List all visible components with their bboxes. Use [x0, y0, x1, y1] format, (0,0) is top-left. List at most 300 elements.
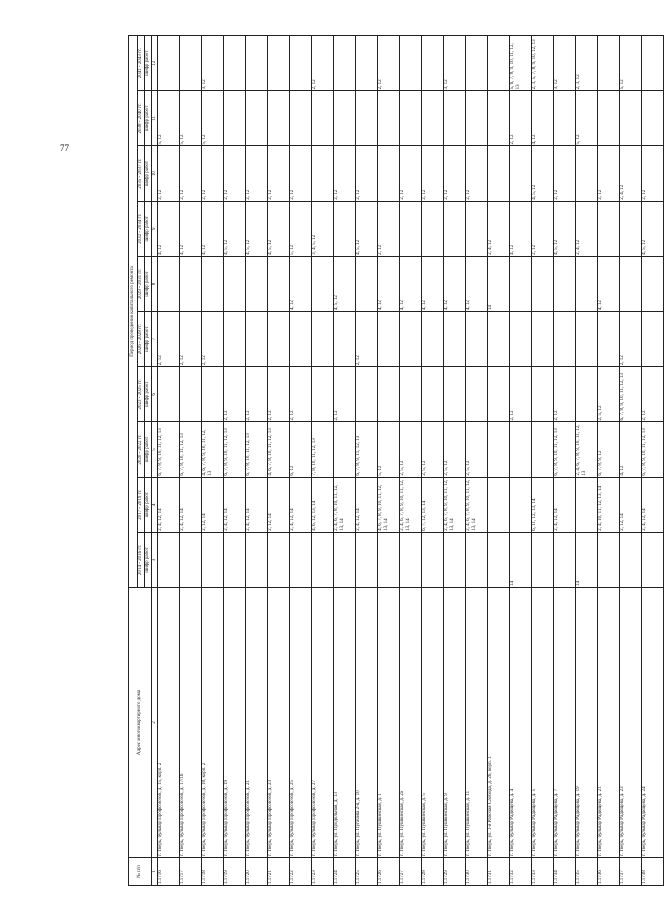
work-codes-cell: 4, 5, 12	[532, 146, 554, 201]
row-address: г. Тверь, бульвар Радищева, д. 7	[554, 588, 576, 858]
work-codes-cell	[224, 36, 246, 91]
work-codes-cell: 6, 7, 8, 9, 10, 11, 12, 13	[642, 422, 664, 477]
row-number: 1.1722	[290, 858, 312, 886]
work-codes-cell	[444, 201, 466, 256]
work-codes-cell: 2, 3, 5, 7, 8, 9, 10, 12, 13	[532, 36, 554, 91]
work-codes-cell: 2, 4, 12, 14	[246, 477, 268, 532]
row-address: г. Тверь, бульвар Радищева, д. 23	[620, 588, 642, 858]
row-number: 1.1735	[576, 858, 598, 886]
table-row	[598, 36, 620, 886]
work-codes-cell	[378, 367, 400, 422]
work-codes-cell: 6, 7, 8, 9, 10, 11, 12, 13	[224, 422, 246, 477]
work-codes-cell	[620, 532, 642, 587]
work-codes-cell	[576, 477, 598, 532]
work-codes-cell	[378, 146, 400, 201]
work-codes-cell	[488, 477, 510, 532]
header-period-years: 2020 - 2022 гг.	[138, 422, 145, 477]
row-number: 1.1731	[488, 858, 510, 886]
work-codes-cell: 6, 7, 12, 13, 14	[422, 477, 444, 532]
work-codes-cell	[642, 36, 664, 91]
work-codes-cell: 4, 12	[510, 201, 532, 256]
work-codes-cell: 4, 5, 12	[334, 256, 356, 311]
header-period-sub: шифр работ	[145, 91, 152, 146]
row-number: 1.1732	[510, 858, 532, 886]
work-codes-cell	[268, 91, 290, 146]
work-codes-cell	[378, 312, 400, 367]
column-number: 2	[152, 588, 158, 858]
work-codes-cell: 2, 4, 12, 14	[224, 477, 246, 532]
work-codes-cell	[642, 256, 664, 311]
row-number: 1.1718	[202, 858, 224, 886]
column-number: 10	[152, 146, 158, 201]
work-codes-cell	[158, 256, 180, 311]
work-codes-cell: 2, 4, 12, 14	[180, 477, 202, 532]
work-codes-cell: 2, 4, 6, 7, 8, 9, 10, 11, 12, 13, 14	[444, 477, 466, 532]
table-body	[158, 36, 664, 886]
work-codes-cell: 4, 6, 12, 13, 14	[312, 477, 334, 532]
work-codes-cell	[576, 256, 598, 311]
work-codes-cell	[444, 532, 466, 587]
work-codes-cell	[180, 36, 202, 91]
work-codes-cell: 4, 5, 12	[268, 201, 290, 256]
work-codes-cell: 4, 12	[202, 201, 224, 256]
work-codes-cell	[466, 91, 488, 146]
work-codes-cell	[598, 201, 620, 256]
work-codes-cell: 4, 12	[180, 201, 202, 256]
work-codes-cell	[510, 146, 532, 201]
table-row	[576, 36, 598, 886]
work-codes-cell: 6, 7, 8, 10, 11, 12, 13	[180, 422, 202, 477]
column-number: 11	[152, 91, 158, 146]
table-row	[158, 36, 180, 886]
work-codes-cell: 4, 5, 12	[642, 201, 664, 256]
work-codes-cell: 14	[488, 256, 510, 311]
work-codes-cell	[576, 367, 598, 422]
work-codes-cell: 2, 4, 12	[576, 201, 598, 256]
work-codes-cell: 2, 12	[598, 146, 620, 201]
header-address: Адрес многоквартирного дома	[129, 588, 152, 858]
work-codes-cell	[444, 312, 466, 367]
work-codes-cell	[334, 201, 356, 256]
table-row	[532, 36, 554, 886]
row-number: 1.1719	[224, 858, 246, 886]
work-codes-cell: 5, 12	[576, 91, 598, 146]
table-row	[620, 36, 642, 886]
row-address: г. Тверь, ул. Пугачева 2-я, д. 10	[356, 588, 378, 858]
work-codes-cell	[488, 532, 510, 587]
row-number: 1.1728	[422, 858, 444, 886]
work-codes-cell	[400, 36, 422, 91]
row-number: 1.1738	[642, 858, 664, 886]
work-codes-cell: 2, 12	[290, 146, 312, 201]
work-codes-cell: 14	[510, 532, 532, 587]
work-codes-cell: 2, 5, 12	[400, 422, 422, 477]
work-codes-cell	[224, 91, 246, 146]
row-address: г. Тверь, бульвар Радищева, д. 5	[532, 588, 554, 858]
work-codes-cell: 4, 6, 7, 8, 9, 10, 11, 12, 13, 14	[378, 477, 400, 532]
work-codes-cell	[246, 91, 268, 146]
row-address: г. Тверь, бульвар Профсоюзов, д. 17/16	[180, 588, 202, 858]
work-codes-cell	[290, 91, 312, 146]
work-codes-cell	[620, 256, 642, 311]
work-codes-cell	[180, 367, 202, 422]
work-codes-cell: 5, 12	[290, 201, 312, 256]
row-number: 1.1734	[554, 858, 576, 886]
work-codes-cell	[532, 367, 554, 422]
row-number: 1.1730	[466, 858, 488, 886]
work-codes-cell: 2, 4, 10, 11, 12, 13, 14	[598, 477, 620, 532]
row-address: г. Тверь, ул. Пушкинская, д. 9	[444, 588, 466, 858]
row-number: 1.1721	[268, 858, 290, 886]
work-codes-cell: 2, 12	[444, 146, 466, 201]
work-codes-cell: 3, 12	[202, 36, 224, 91]
table-row	[642, 36, 664, 886]
work-codes-cell: 4, 5, 12	[554, 201, 576, 256]
work-codes-cell: 5, 6, 7, 8, 9, 10, 11, 12, 13	[510, 36, 532, 91]
work-codes-cell: 2, 12	[290, 367, 312, 422]
table-row	[180, 36, 202, 886]
table-row	[290, 36, 312, 886]
work-codes-cell: 5, 12	[378, 422, 400, 477]
row-number: 1.1737	[620, 858, 642, 886]
work-codes-cell	[598, 312, 620, 367]
work-codes-cell: 2, 12	[312, 36, 334, 91]
work-codes-cell: 2, 12	[334, 146, 356, 201]
work-codes-cell	[290, 312, 312, 367]
work-codes-cell	[642, 532, 664, 587]
work-codes-cell: 6, 7, 8, 9, 12	[598, 422, 620, 477]
work-codes-cell	[246, 532, 268, 587]
work-codes-cell: 2, 12, 14	[620, 477, 642, 532]
work-codes-cell	[554, 532, 576, 587]
work-codes-cell	[312, 146, 334, 201]
row-address: г. Тверь, ул. Пушкинская, д. 1	[378, 588, 400, 858]
work-codes-cell	[268, 312, 290, 367]
work-codes-cell	[598, 532, 620, 587]
row-address: г. Тверь, бульвар Радищева, д. 24	[642, 588, 664, 858]
work-codes-cell	[290, 36, 312, 91]
work-codes-cell: 3, 4, 5, 12	[312, 201, 334, 256]
work-codes-cell	[532, 312, 554, 367]
row-number: 1.1725	[356, 858, 378, 886]
work-codes-cell: 2, 4, 6, 7, 8, 10, 11, 12, 13, 14	[334, 477, 356, 532]
table-row	[224, 36, 246, 886]
header-period-sub: шифр работ	[145, 36, 152, 91]
header-period-sub: шифр работ	[145, 256, 152, 311]
work-codes-cell	[202, 367, 224, 422]
work-codes-cell	[466, 532, 488, 587]
header-period-group: Период проведения капитального ремонта	[129, 36, 138, 588]
table-row	[378, 36, 400, 886]
work-codes-cell: 3, 12	[444, 36, 466, 91]
row-address: г. Тверь, бульвар Профсоюзов, д. 25	[290, 588, 312, 858]
work-codes-cell: 2, 4, 12, 14	[290, 477, 312, 532]
work-codes-cell: 2, 12	[554, 367, 576, 422]
work-codes-cell: 4, 12	[466, 256, 488, 311]
row-number: 1.1724	[334, 858, 356, 886]
work-codes-cell: 2, 12	[642, 367, 664, 422]
table-row	[268, 36, 290, 886]
table-row	[422, 36, 444, 886]
work-codes-cell: 2, 5, 12	[444, 422, 466, 477]
work-codes-cell: 4, 12	[620, 422, 642, 477]
work-codes-cell: 7, 8, 10, 11, 12, 13	[312, 422, 334, 477]
work-codes-cell	[598, 91, 620, 146]
work-codes-cell	[246, 256, 268, 311]
work-codes-cell	[224, 532, 246, 587]
work-codes-cell: 2, 12	[180, 312, 202, 367]
work-codes-cell	[334, 312, 356, 367]
work-codes-cell	[400, 367, 422, 422]
work-codes-cell	[158, 532, 180, 587]
work-codes-cell	[202, 532, 224, 587]
work-codes-cell: 5, 12	[620, 36, 642, 91]
row-number: 1.1736	[598, 858, 620, 886]
work-codes-cell: 2, 4, 12	[488, 201, 510, 256]
work-codes-cell: 14	[576, 532, 598, 587]
work-codes-cell	[576, 312, 598, 367]
work-codes-cell	[180, 256, 202, 311]
work-codes-cell: 2, 12	[532, 201, 554, 256]
work-codes-cell: 2, 12	[224, 146, 246, 201]
work-codes-cell: 2, 4, 12, 14	[158, 477, 180, 532]
work-codes-cell: 5, 12	[158, 91, 180, 146]
work-codes-cell: 6, 7, 8, 9, 11, 12, 13	[356, 422, 378, 477]
work-codes-cell	[312, 312, 334, 367]
work-codes-cell	[422, 312, 444, 367]
row-address: г. Тверь, ул. Продольная, д. 13	[334, 588, 356, 858]
row-address: г. Тверь, бульвар Профсоюзов, д. 27	[312, 588, 334, 858]
table-header	[129, 36, 158, 886]
rotated-page-content	[128, 36, 648, 886]
work-codes-cell: 2, 4, 12, 14	[356, 477, 378, 532]
column-number: 7	[152, 312, 158, 367]
work-codes-cell	[334, 422, 356, 477]
work-codes-cell: 4, 5, 12	[356, 201, 378, 256]
capital-repair-schedule-table	[128, 35, 664, 886]
column-number: 1	[152, 858, 158, 886]
work-codes-cell	[312, 91, 334, 146]
work-codes-cell: 4, 12	[158, 201, 180, 256]
work-codes-cell	[334, 532, 356, 587]
row-number: 1.1733	[532, 858, 554, 886]
work-codes-cell	[180, 532, 202, 587]
table-row	[246, 36, 268, 886]
work-codes-cell	[246, 312, 268, 367]
work-codes-cell	[290, 532, 312, 587]
work-codes-cell	[554, 312, 576, 367]
work-codes-cell: 4, 12	[532, 91, 554, 146]
work-codes-cell	[356, 91, 378, 146]
work-codes-cell: 6, 11, 12, 13, 14	[532, 477, 554, 532]
work-codes-cell: 2, 12	[268, 146, 290, 201]
work-codes-cell	[158, 367, 180, 422]
work-codes-cell	[224, 256, 246, 311]
header-period-sub: шифр работ	[145, 532, 152, 587]
work-codes-cell: 2, 12	[422, 146, 444, 201]
work-codes-cell: 6, 12	[290, 422, 312, 477]
work-codes-cell	[532, 256, 554, 311]
row-address: г. Тверь, бульвар Профсоюзов, д. 15, корп. 2	[158, 588, 180, 858]
work-codes-cell	[268, 256, 290, 311]
header-period-years: 2017 - 2019 гг.	[138, 477, 145, 532]
work-codes-cell	[400, 532, 422, 587]
work-codes-cell: 2, 4, 12, 14	[642, 477, 664, 532]
work-codes-cell	[466, 312, 488, 367]
work-codes-cell: 2, 4, 6, 7, 8, 9, 10, 11, 12, 13, 14	[466, 477, 488, 532]
work-codes-cell: 2, 12	[202, 312, 224, 367]
work-codes-cell: 2, 5, 12	[598, 367, 620, 422]
work-codes-cell	[488, 36, 510, 91]
work-codes-cell: 2, 12	[246, 367, 268, 422]
work-codes-cell: 2, 12	[466, 146, 488, 201]
column-number: 4	[152, 477, 158, 532]
table-row	[334, 36, 356, 886]
work-codes-cell	[532, 422, 554, 477]
work-codes-cell	[466, 36, 488, 91]
work-codes-cell	[312, 256, 334, 311]
header-period-sub: шифр работ	[145, 367, 152, 422]
column-number: 3	[152, 532, 158, 587]
work-codes-cell	[400, 201, 422, 256]
work-codes-cell	[620, 91, 642, 146]
work-codes-cell: 2, 12	[224, 367, 246, 422]
work-codes-cell: 2, 12	[400, 146, 422, 201]
work-codes-cell	[466, 367, 488, 422]
row-number: 1.1720	[246, 858, 268, 886]
row-number: 1.1727	[400, 858, 422, 886]
work-codes-cell: 5, 12	[180, 91, 202, 146]
row-address: г. Тверь, ул. Пушкинская, д. 2а	[400, 588, 422, 858]
row-number: 1.1726	[378, 858, 400, 886]
work-codes-cell	[466, 201, 488, 256]
column-number: 12	[152, 36, 158, 91]
work-codes-cell	[620, 201, 642, 256]
row-address: г. Тверь, бульвар Профсоюзов, д. 23	[268, 588, 290, 858]
table-row	[466, 36, 488, 886]
work-codes-cell	[554, 256, 576, 311]
row-address: г. Тверь, ул. Пушкинская, д. 5	[422, 588, 444, 858]
work-codes-cell: 4, 12	[598, 256, 620, 311]
row-number: 1.1716	[158, 858, 180, 886]
work-codes-cell	[312, 532, 334, 587]
rotated-table-area	[128, 36, 648, 886]
work-codes-cell: 2, 12	[158, 312, 180, 367]
work-codes-cell: 2, 5, 12	[466, 422, 488, 477]
work-codes-cell	[400, 312, 422, 367]
column-number: 9	[152, 201, 158, 256]
work-codes-cell	[422, 532, 444, 587]
work-codes-cell	[356, 532, 378, 587]
work-codes-cell	[510, 422, 532, 477]
work-codes-cell: 2, 12, 14	[268, 477, 290, 532]
work-codes-cell	[532, 532, 554, 587]
work-codes-cell	[334, 91, 356, 146]
table-row	[444, 36, 466, 886]
work-codes-cell: 5, 12	[202, 91, 224, 146]
header-period-sub: шифр работ	[145, 312, 152, 367]
row-address: г. Тверь, ул. 1-я Рабочая Слобода, д. 26, корп. 1	[488, 588, 510, 858]
work-codes-cell: 2, 12, 14	[202, 477, 224, 532]
row-address: г. Тверь, бульвар Профсоюзов, д. 21	[246, 588, 268, 858]
work-codes-cell: 2, 12	[202, 146, 224, 201]
work-codes-cell: 2, 4, 6, 7, 8, 9, 10, 11, 12, 13	[576, 422, 598, 477]
work-codes-cell: 2, 12	[334, 367, 356, 422]
work-codes-cell: 2, 12	[268, 367, 290, 422]
header-period-years: 2038 - 2040 гг.	[138, 91, 145, 146]
work-codes-cell	[576, 146, 598, 201]
work-codes-cell: 4, 6, 7, 8, 9, 10, 11, 12, 13	[202, 422, 224, 477]
row-address: г. Тверь, ул. Пушкинская, д. 11	[466, 588, 488, 858]
header-period-sub: шифр работ	[145, 201, 152, 256]
work-codes-cell	[510, 477, 532, 532]
work-codes-cell	[642, 91, 664, 146]
work-codes-cell	[422, 91, 444, 146]
header-no: № п/п	[129, 858, 152, 886]
table-row	[356, 36, 378, 886]
row-address: г. Тверь, бульвар Радищева, д. 4	[510, 588, 532, 858]
work-codes-cell	[224, 312, 246, 367]
work-codes-cell	[554, 91, 576, 146]
work-codes-cell: 2, 12	[378, 201, 400, 256]
row-address: г. Тверь, бульвар Профсоюзов, д. 18, корп. 2	[202, 588, 224, 858]
work-codes-cell: 4, 12	[444, 256, 466, 311]
work-codes-cell: 6, 7, 8, 9, 10, 11, 12, 13	[554, 422, 576, 477]
work-codes-cell	[488, 146, 510, 201]
header-period-sub: шифр работ	[145, 422, 152, 477]
header-period-sub: шифр работ	[145, 146, 152, 201]
work-codes-cell: 3, 12	[554, 36, 576, 91]
work-codes-cell	[312, 367, 334, 422]
work-codes-cell: 6, 7, 8, 9, 10, 11, 12, 13	[620, 367, 642, 422]
work-codes-cell	[356, 256, 378, 311]
work-codes-cell: 2, 12	[378, 36, 400, 91]
work-codes-cell: 2, 4, 12	[620, 146, 642, 201]
work-codes-cell	[356, 367, 378, 422]
work-codes-cell	[488, 422, 510, 477]
work-codes-cell: 4, 6, 7, 8, 10, 11, 12, 13	[268, 422, 290, 477]
work-codes-cell: 4, 12	[422, 256, 444, 311]
work-codes-cell: 4, 12	[290, 256, 312, 311]
work-codes-cell: 2, 3, 12	[576, 36, 598, 91]
work-codes-cell: 2, 12	[620, 312, 642, 367]
row-number: 1.1717	[180, 858, 202, 886]
header-period-years: 2023 - 2025 гг.	[138, 367, 145, 422]
work-codes-cell	[202, 256, 224, 311]
work-codes-cell: 4, 12	[378, 256, 400, 311]
work-codes-cell: 4, 5, 12	[246, 201, 268, 256]
table-row	[400, 36, 422, 886]
work-codes-cell: 2, 12	[356, 312, 378, 367]
work-codes-cell: 2, 12	[510, 367, 532, 422]
work-codes-cell	[422, 201, 444, 256]
row-number: 1.1729	[444, 858, 466, 886]
page-number: 77	[60, 143, 69, 153]
work-codes-cell	[422, 367, 444, 422]
work-codes-cell	[488, 367, 510, 422]
work-codes-cell: 4, 12	[400, 256, 422, 311]
header-period-years: 2026 - 2028 гг.	[138, 312, 145, 367]
table-row	[554, 36, 576, 886]
work-codes-cell	[268, 36, 290, 91]
work-codes-cell	[488, 312, 510, 367]
work-codes-cell: 6, 7, 8, 9, 10, 11, 12, 13	[158, 422, 180, 477]
header-period-years: 2014 - 2016 гг.	[138, 532, 145, 587]
work-codes-cell	[598, 36, 620, 91]
work-codes-cell	[246, 36, 268, 91]
work-codes-cell: 2, 5, 12	[422, 422, 444, 477]
work-codes-cell: 2, 12	[158, 146, 180, 201]
